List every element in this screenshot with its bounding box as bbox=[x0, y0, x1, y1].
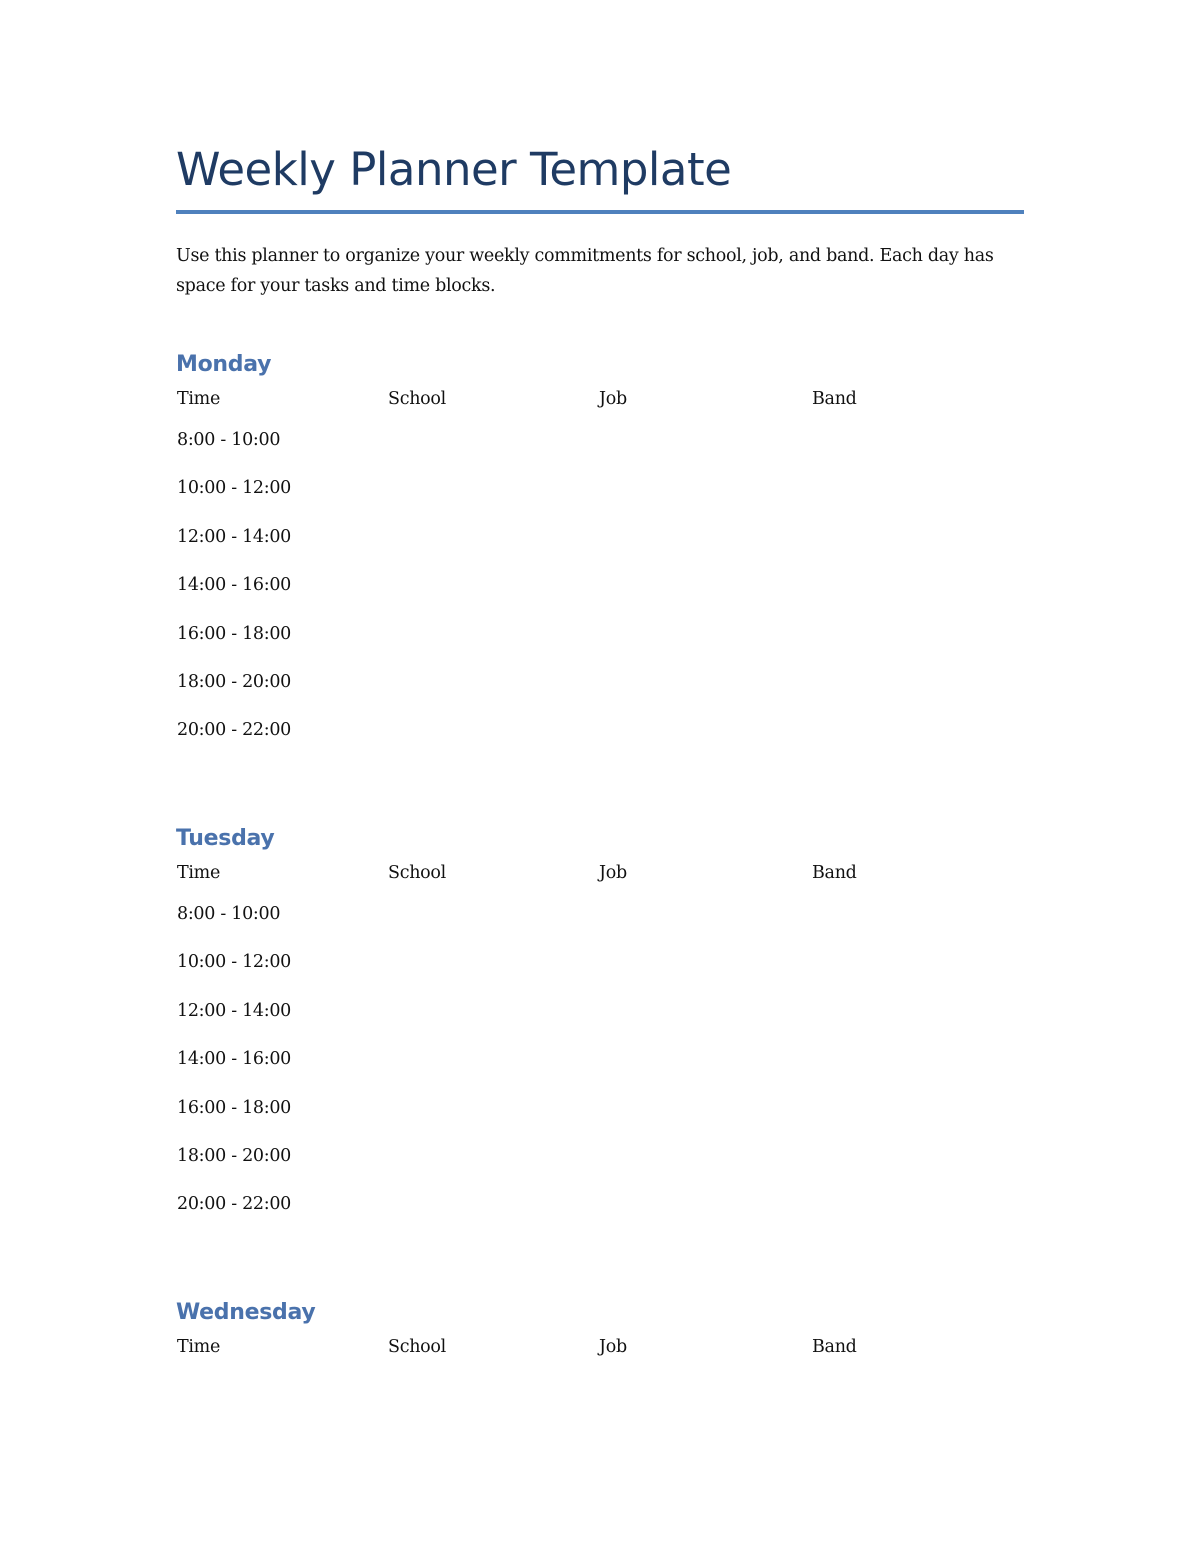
time-slot-label: 20:00 - 22:00 bbox=[177, 1194, 292, 1215]
column-header-job: Job bbox=[599, 863, 627, 883]
column-header-time: Time bbox=[177, 1337, 221, 1357]
time-slot-label: 10:00 - 12:00 bbox=[177, 952, 292, 973]
time-slot-row bbox=[176, 706, 1024, 754]
time-slot-label: 20:00 - 22:00 bbox=[177, 720, 292, 741]
time-slot-row bbox=[176, 1180, 1024, 1228]
time-slot-row bbox=[176, 1132, 1024, 1180]
time-slot-row bbox=[176, 987, 1024, 1035]
day-section-monday bbox=[176, 348, 1024, 755]
column-header-time: Time bbox=[177, 863, 221, 883]
time-slot-row bbox=[176, 658, 1024, 706]
time-slot-label: 18:00 - 20:00 bbox=[177, 671, 292, 692]
page-title: Weekly Planner Template bbox=[176, 143, 732, 196]
column-header-job: Job bbox=[599, 389, 627, 409]
day-heading: Monday bbox=[176, 352, 272, 377]
day-section-tuesday bbox=[176, 822, 1024, 1229]
column-header-band: Band bbox=[812, 389, 857, 409]
column-header-band: Band bbox=[812, 863, 857, 883]
title-underline bbox=[176, 210, 1024, 214]
time-slot-label: 16:00 - 18:00 bbox=[177, 623, 292, 644]
column-header-row bbox=[176, 382, 1024, 416]
time-slot-row bbox=[176, 938, 1024, 986]
time-slot-row bbox=[176, 1035, 1024, 1083]
time-slot-label: 8:00 - 10:00 bbox=[177, 430, 281, 450]
column-header-job: Job bbox=[599, 1337, 627, 1357]
time-slot-label: 12:00 - 14:00 bbox=[177, 1000, 292, 1021]
time-slot-row bbox=[176, 513, 1024, 561]
column-header-school: School bbox=[388, 1337, 446, 1357]
time-slot-row bbox=[176, 416, 1024, 464]
time-slot-row bbox=[176, 1084, 1024, 1132]
time-slot-row bbox=[176, 561, 1024, 609]
time-slot-label: 10:00 - 12:00 bbox=[177, 478, 292, 499]
column-header-school: School bbox=[388, 389, 446, 409]
column-header-school: School bbox=[388, 863, 446, 883]
time-slot-label: 12:00 - 14:00 bbox=[177, 526, 292, 547]
column-header-band: Band bbox=[812, 1337, 857, 1357]
time-slot-label: 14:00 - 16:00 bbox=[177, 575, 292, 596]
time-slot-row bbox=[176, 610, 1024, 658]
time-slot-label: 8:00 - 10:00 bbox=[177, 904, 281, 924]
time-slot-label: 16:00 - 18:00 bbox=[177, 1097, 292, 1118]
intro-paragraph: Use this planner to organize your weekly commitments for school, job, and band. Each day has space for your tasks and time blocks. bbox=[176, 246, 994, 296]
day-heading: Wednesday bbox=[176, 1300, 316, 1325]
time-slot-row bbox=[176, 890, 1024, 938]
day-heading: Tuesday bbox=[176, 826, 275, 851]
column-header-time: Time bbox=[177, 389, 221, 409]
time-slot-label: 18:00 - 20:00 bbox=[177, 1145, 292, 1166]
time-slot-label: 14:00 - 16:00 bbox=[177, 1049, 292, 1070]
column-header-row bbox=[176, 1330, 1024, 1364]
column-header-row bbox=[176, 856, 1024, 890]
day-section-wednesday bbox=[176, 1296, 1024, 1364]
time-slot-row bbox=[176, 464, 1024, 512]
